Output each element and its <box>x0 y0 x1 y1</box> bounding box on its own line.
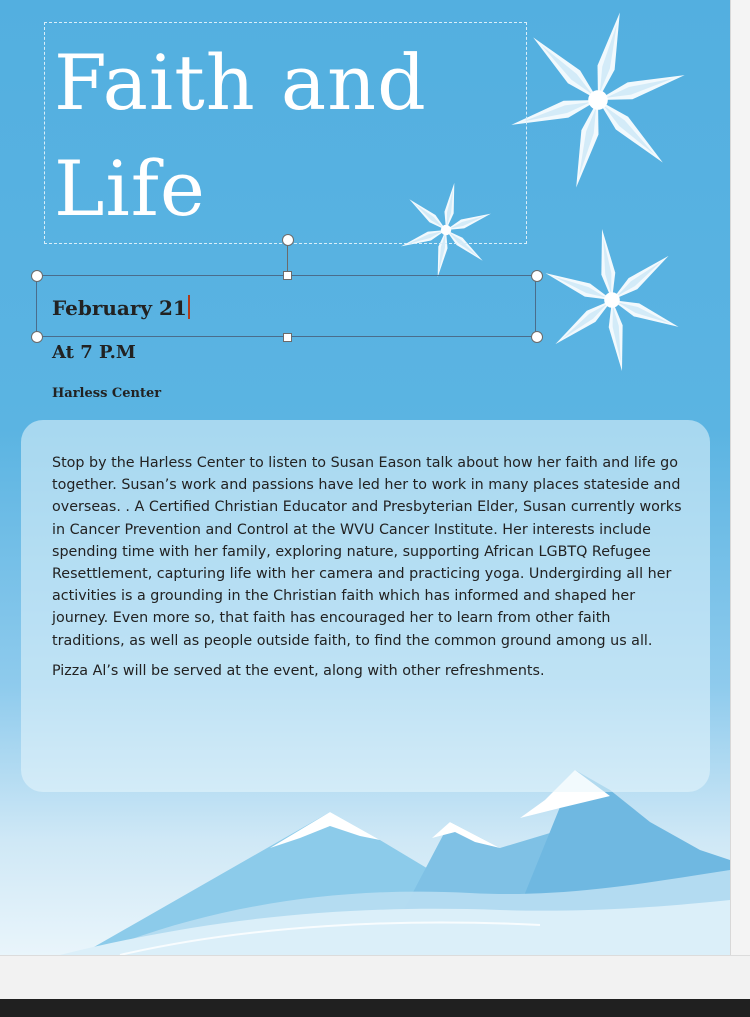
resize-handle-top[interactable] <box>283 271 292 280</box>
page-margin-area <box>730 0 750 955</box>
event-venue[interactable]: Harless Center <box>52 386 162 401</box>
body-text-box[interactable] <box>52 452 682 690</box>
flyer-title: Faith and Life <box>54 38 427 233</box>
resize-handle-top-left[interactable] <box>31 270 43 282</box>
mountains-illustration <box>60 770 730 955</box>
resize-handle-top-right[interactable] <box>531 270 543 282</box>
text-caret <box>188 295 190 319</box>
snowflake-icon-medium <box>537 220 687 380</box>
body-paragraph: Pizza Al’s will be served at the event, along with other refreshments. <box>52 662 545 679</box>
body-paragraph: Stop by the Harless Center to listen to Susan Eason talk about how her faith and life go together. Susan’s work and passions have led her to work in many places stateside and overseas. . A Certified Christian Educator and Presbyterian Elder, Susan currently works in Cancer Prevention and Control at the WVU Cancer Institute. Her interests include spending time with her family, exploring nature, supporting African LGBTQ Refugee Resettlement, capturing life with her camera and practicing yoga. Undergirding all her activities is a grounding in the Christian faith which has informed and shaped her journey. Even more so, that faith has encouraged her to learn from other faith traditions, as well as people outside faith, to find the common ground among us all. <box>52 455 682 649</box>
rotation-handle[interactable] <box>282 234 294 246</box>
bottom-bar <box>0 999 750 1017</box>
event-time[interactable]: At 7 P.M <box>52 342 136 363</box>
resize-handle-bottom[interactable] <box>283 333 292 342</box>
resize-handle-bottom-right[interactable] <box>531 331 543 343</box>
resize-handle-bottom-left[interactable] <box>31 331 43 343</box>
event-date[interactable] <box>52 295 190 320</box>
document-canvas-background <box>0 955 750 1000</box>
event-date-text: February 21 <box>52 296 187 320</box>
